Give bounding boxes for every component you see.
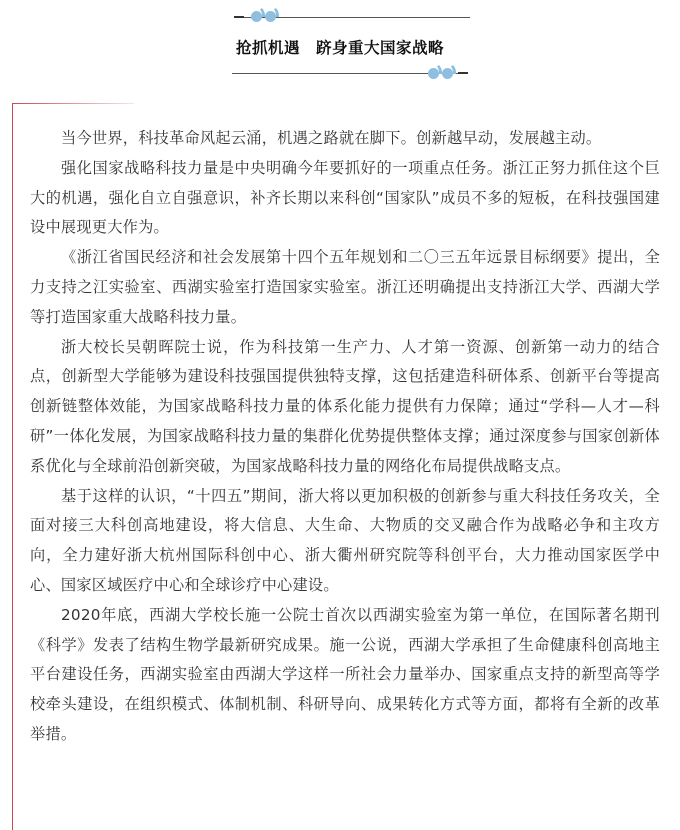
- header-top-dash: [234, 16, 244, 18]
- decorative-side-line: [12, 103, 13, 830]
- quote-dot-icon: [265, 6, 277, 24]
- paragraph: 当今世界，科技革命风起云涌，机遇之路就在脚下。创新越早动，发展越主动。: [61, 129, 602, 147]
- decorative-top-line: [12, 103, 134, 104]
- paragraph: 浙大校长吴朝晖院士说，作为科技第一生产力、人才第一资源、创新第一动力的结合点，创新型大学能够为建设科技强国提供独特支撑，这包括建造科研体系、创新平台等提高创新链整体效能，为国家战略科技力量的体系化能力提供有力保障；通过“学科—人才—科研”一体化发展，为国家战略科技力量的集群化优势提供整体支撑；通过深度参与国家创新体系优化与全球前沿创新突破，为国家战略科技力量的网络化布局提供战略支点。: [30, 337, 660, 475]
- quote-marks-icon: [428, 63, 454, 81]
- page-title: 抢抓机遇 跻身重大国家战略: [235, 39, 444, 57]
- quote-dot-icon: [428, 63, 440, 81]
- paragraph: 《浙江省国民经济和社会发展第十四个五年规划和二〇三五年远景目标纲要》提出，全力支持之江实验室、西湖实验室打造国家实验室。浙江还明确提出支持浙江大学、西湖大学等打造国家重大战略科技力量。: [30, 248, 660, 326]
- paragraph: 强化国家战略科技力量是中央明确今年要抓好的一项重点任务。浙江正努力抓住这个巨大的机遇，强化自立自强意识，补齐长期以来科创“国家队”成员不多的短板，在科技强国建设中展现更大作为。: [30, 158, 660, 237]
- paragraph: 2020年底，西湖大学校长施一公院士首次以西湖实验室为第一单位，在国际著名期刊《科学》发表了结构生物学最新研究成果。施一公说，西湖大学承担了生命健康科创高地主平台建设任务，西湖实验室由西湖大学这样一所社会力量举办、国家重点支持的新型高等学校牵头建设，在组织模式、体制机制、科研导向、成果转化方式等方面，都将有全新的改革举措。: [30, 605, 660, 743]
- article-header: [0, 0, 680, 100]
- header-bottom-dash: [458, 72, 468, 74]
- quote-dot-icon: [442, 63, 454, 81]
- quote-dot-icon: [251, 6, 263, 24]
- quote-marks-icon: [251, 6, 277, 24]
- article-body: [30, 124, 660, 750]
- paragraph: 基于这样的认识，“十四五”期间，浙大将以更加积极的创新参与重大科技任务攻关，全面对接三大科创高地建设，将大信息、大生命、大物质的交叉融合作为战略必争和主攻方向，全力建好浙大杭州国际科创中心、浙大衢州研究院等科创平台，大力推动国家医学中心、国家区域医疗中心和全球诊疗中心建设。: [30, 486, 660, 594]
